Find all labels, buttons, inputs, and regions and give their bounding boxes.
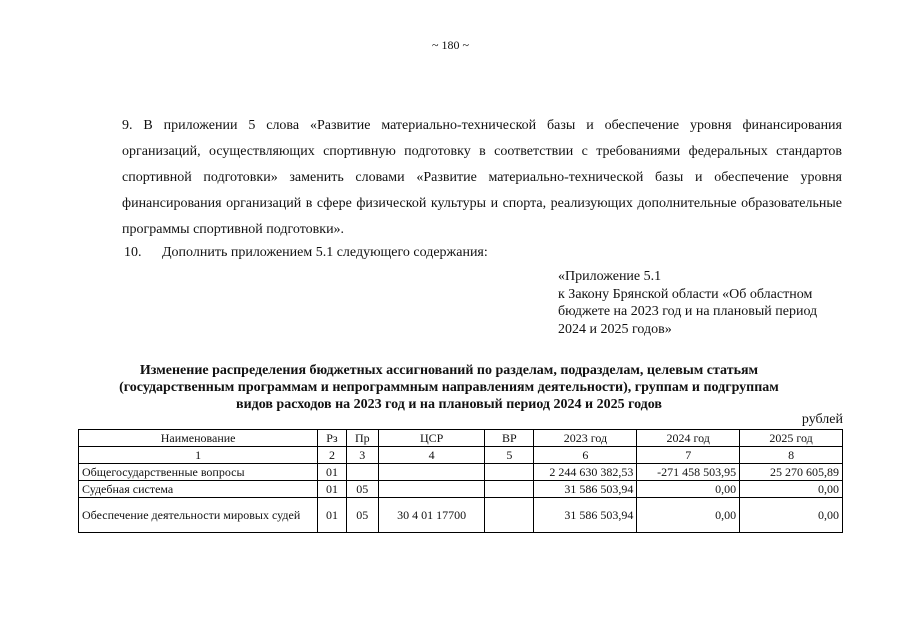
- appendix-line: бюджете на 2023 год и на плановый период: [558, 304, 818, 319]
- header-rz: Рз: [318, 430, 346, 447]
- cell-2024: 0,00: [637, 498, 740, 533]
- header-csr: ЦСР: [378, 430, 484, 447]
- index-cell: 6: [534, 447, 637, 464]
- header-vr: ВР: [485, 430, 534, 447]
- paragraph-9-line: 9. В приложении 5 слова «Развитие материально-технической базы и обеспечение уровня финансирования: [122, 118, 842, 133]
- cell-2024: -271 458 503,95: [637, 464, 740, 481]
- cell-2024: 0,00: [637, 481, 740, 498]
- cell-name: Общегосударственные вопросы: [79, 464, 318, 481]
- cell-2025: 25 270 605,89: [740, 464, 843, 481]
- header-2025: 2025 год: [740, 430, 843, 447]
- paragraph-9-line: финансирования организаций в сфере физической культуры и спорта, реализующих дополнительные образовательные: [122, 196, 842, 211]
- index-cell: 1: [79, 447, 318, 464]
- title-line: Изменение распределения бюджетных ассигнований по разделам, подразделам, целевым статьям: [139, 363, 759, 378]
- index-cell: 3: [346, 447, 378, 464]
- appendix-reference: [558, 268, 858, 338]
- title-line: (государственным программам и непрограммным направлениям деятельности), группам и подгруппам: [119, 380, 779, 395]
- cell-2025: 0,00: [740, 481, 843, 498]
- paragraph-9-line: организаций, осуществляющих спортивную подготовку в соответствии с требованиями федеральных стандартов: [122, 144, 842, 159]
- appendix-line: «Приложение 5.1: [558, 269, 662, 284]
- cell-vr: [485, 464, 534, 481]
- cell-vr: [485, 498, 534, 533]
- table-row: [79, 481, 843, 498]
- table-header-row: [79, 430, 843, 447]
- cell-2023: 2 244 630 382,53: [534, 464, 637, 481]
- header-2023: 2023 год: [534, 430, 637, 447]
- title-line: видов расходов на 2023 год и на плановый период 2024 и 2025 годов: [236, 397, 662, 412]
- cell-2023: 31 586 503,94: [534, 498, 637, 533]
- cell-pr: 05: [346, 481, 378, 498]
- cell-rz: 01: [318, 498, 346, 533]
- cell-2025: 0,00: [740, 498, 843, 533]
- cell-csr: [378, 481, 484, 498]
- index-cell: 8: [740, 447, 843, 464]
- cell-rz: 01: [318, 464, 346, 481]
- appendix-line: 2024 и 2025 годов»: [558, 321, 672, 337]
- cell-pr: 05: [346, 498, 378, 533]
- unit-label: рублей: [801, 412, 843, 427]
- index-cell: 2: [318, 447, 346, 464]
- paragraph-10: [86, 240, 842, 266]
- cell-vr: [485, 481, 534, 498]
- cell-csr: [378, 464, 484, 481]
- cell-2023: 31 586 503,94: [534, 481, 637, 498]
- cell-csr: 30 4 01 17700: [378, 498, 484, 533]
- cell-name: Обеспечение деятельности мировых судей: [79, 498, 318, 533]
- header-pr: Пр: [346, 430, 378, 447]
- paragraph-9: [86, 113, 842, 243]
- header-2024: 2024 год: [637, 430, 740, 447]
- table-row: [79, 498, 843, 533]
- cell-name: Судебная система: [79, 481, 318, 498]
- appendix-line: к Закону Брянской области «Об областном: [558, 286, 813, 302]
- index-cell: 7: [637, 447, 740, 464]
- index-cell: 5: [485, 447, 534, 464]
- budget-table: [78, 429, 843, 533]
- cell-pr: [346, 464, 378, 481]
- paragraph-9-line: спортивной подготовки» заменить словами «Развитие материально-технической базы и обеспечение уровня: [122, 170, 842, 185]
- index-cell: 4: [378, 447, 484, 464]
- paragraph-9-line: программы спортивной подготовки».: [122, 222, 345, 237]
- header-name: Наименование: [79, 430, 318, 447]
- paragraph-10-number: 10.: [124, 245, 142, 260]
- cell-rz: 01: [318, 481, 346, 498]
- table-title: [90, 362, 808, 413]
- table-index-row: [79, 447, 843, 464]
- paragraph-10-text: Дополнить приложением 5.1 следующего содержания:: [162, 245, 488, 260]
- table-row: [79, 464, 843, 481]
- page-number: ~ 180 ~: [432, 38, 469, 52]
